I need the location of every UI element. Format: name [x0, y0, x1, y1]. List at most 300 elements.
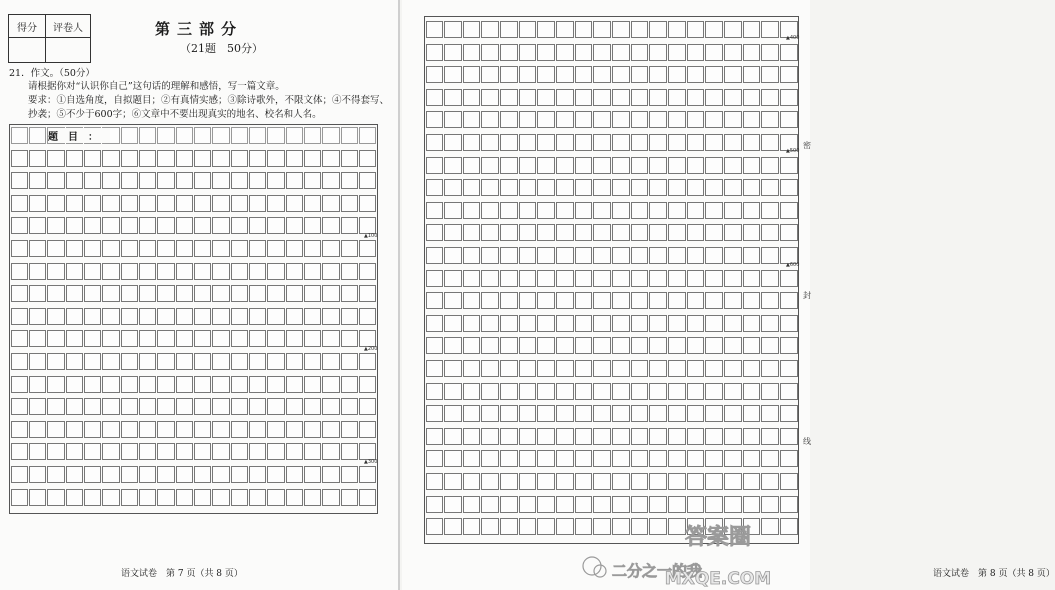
grid-cell[interactable]	[102, 376, 119, 393]
grid-cell[interactable]	[780, 428, 798, 445]
grid-cell[interactable]	[556, 21, 574, 38]
grid-cell[interactable]	[500, 337, 518, 354]
grid-cell[interactable]	[426, 360, 444, 377]
grid-cell[interactable]	[66, 172, 83, 189]
grid-cell[interactable]	[139, 285, 156, 302]
grid-cell[interactable]	[724, 383, 742, 400]
grid-cell[interactable]	[212, 421, 229, 438]
grid-cell[interactable]	[724, 270, 742, 287]
grid-cell[interactable]	[341, 489, 358, 506]
grid-cell[interactable]	[631, 89, 649, 106]
grid-cell[interactable]	[212, 353, 229, 370]
grid-cell[interactable]	[304, 443, 321, 460]
grid-cell[interactable]	[761, 21, 779, 38]
grid-cell[interactable]	[47, 150, 64, 167]
grid-cell[interactable]	[519, 66, 537, 83]
grid-cell[interactable]	[176, 443, 193, 460]
grid-cell[interactable]	[212, 330, 229, 347]
grid-cell[interactable]	[139, 489, 156, 506]
grid-cell[interactable]	[286, 466, 303, 483]
grid-cell[interactable]	[556, 247, 574, 264]
grid-cell[interactable]	[444, 247, 462, 264]
grid-cell[interactable]	[139, 172, 156, 189]
grid-cell[interactable]	[176, 240, 193, 257]
grid-cell[interactable]	[500, 405, 518, 422]
grid-cell[interactable]	[157, 285, 174, 302]
grid-cell[interactable]	[743, 179, 761, 196]
grid-cell[interactable]	[341, 443, 358, 460]
grid-cell[interactable]	[426, 383, 444, 400]
grid-cell[interactable]	[249, 330, 266, 347]
grid-cell[interactable]	[359, 240, 376, 257]
grid-cell[interactable]	[556, 315, 574, 332]
grid-cell[interactable]	[668, 21, 686, 38]
grid-cell[interactable]	[176, 172, 193, 189]
grid-cell[interactable]	[481, 179, 499, 196]
grid-cell[interactable]	[176, 398, 193, 415]
grid-cell[interactable]	[139, 376, 156, 393]
grid-cell[interactable]	[537, 428, 555, 445]
grid-cell[interactable]	[11, 330, 28, 347]
grid-cell[interactable]	[286, 421, 303, 438]
grid-cell[interactable]	[537, 315, 555, 332]
grid-cell[interactable]	[121, 330, 138, 347]
grid-cell[interactable]	[500, 179, 518, 196]
grid-cell[interactable]	[11, 195, 28, 212]
grid-cell[interactable]	[687, 157, 705, 174]
grid-cell[interactable]	[705, 179, 723, 196]
grid-cell[interactable]	[426, 496, 444, 513]
grid-cell[interactable]	[556, 157, 574, 174]
grid-cell[interactable]	[463, 337, 481, 354]
grid-cell[interactable]	[249, 353, 266, 370]
grid-cell[interactable]	[556, 337, 574, 354]
grid-cell[interactable]	[121, 398, 138, 415]
grid-cell[interactable]	[519, 157, 537, 174]
grid-cell[interactable]	[194, 263, 211, 280]
grid-cell[interactable]	[537, 450, 555, 467]
grid-cell[interactable]	[47, 376, 64, 393]
grid-cell[interactable]	[102, 150, 119, 167]
grid-cell[interactable]	[157, 353, 174, 370]
grid-cell[interactable]	[121, 195, 138, 212]
grid-cell[interactable]	[500, 360, 518, 377]
grid-cell[interactable]	[519, 292, 537, 309]
grid-cell[interactable]	[743, 270, 761, 287]
grid-cell[interactable]	[724, 224, 742, 241]
grid-cell[interactable]	[631, 202, 649, 219]
grid-cell[interactable]	[612, 224, 630, 241]
grid-cell[interactable]	[481, 111, 499, 128]
grid-cell[interactable]	[249, 398, 266, 415]
grid-cell[interactable]	[267, 489, 284, 506]
grid-cell[interactable]	[444, 450, 462, 467]
grid-cell[interactable]	[687, 66, 705, 83]
grid-cell[interactable]	[102, 172, 119, 189]
grid-cell[interactable]	[519, 179, 537, 196]
grid-cell[interactable]	[500, 202, 518, 219]
grid-cell[interactable]	[359, 308, 376, 325]
grid-cell[interactable]	[761, 179, 779, 196]
grid-cell[interactable]	[463, 450, 481, 467]
grid-cell[interactable]	[463, 179, 481, 196]
grid-cell[interactable]	[519, 247, 537, 264]
grid-cell[interactable]	[649, 111, 667, 128]
grid-cell[interactable]	[66, 466, 83, 483]
grid-cell[interactable]	[575, 202, 593, 219]
grid-cell[interactable]	[687, 247, 705, 264]
grid-cell[interactable]	[537, 518, 555, 535]
grid-cell[interactable]	[121, 353, 138, 370]
grid-cell[interactable]	[426, 292, 444, 309]
grid-cell[interactable]	[267, 398, 284, 415]
grid-cell[interactable]	[121, 127, 138, 144]
grid-cell[interactable]	[481, 337, 499, 354]
grid-cell[interactable]	[593, 111, 611, 128]
grid-cell[interactable]	[668, 134, 686, 151]
grid-cell[interactable]	[481, 224, 499, 241]
grid-cell[interactable]	[631, 405, 649, 422]
grid-cell[interactable]	[249, 466, 266, 483]
grid-cell[interactable]	[519, 450, 537, 467]
grid-cell[interactable]	[575, 405, 593, 422]
grid-cell[interactable]	[359, 353, 376, 370]
grid-cell[interactable]	[649, 247, 667, 264]
grid-cell[interactable]	[575, 315, 593, 332]
grid-cell[interactable]	[463, 473, 481, 490]
grid-cell[interactable]	[102, 217, 119, 234]
grid-cell[interactable]	[724, 21, 742, 38]
grid-cell[interactable]	[212, 489, 229, 506]
grid-cell[interactable]	[612, 473, 630, 490]
grid-cell[interactable]	[286, 353, 303, 370]
grid-cell[interactable]	[593, 428, 611, 445]
grid-cell[interactable]	[593, 44, 611, 61]
grid-cell[interactable]	[687, 383, 705, 400]
grid-cell[interactable]	[575, 292, 593, 309]
grid-cell[interactable]	[687, 270, 705, 287]
grid-cell[interactable]	[341, 421, 358, 438]
grid-cell[interactable]	[249, 195, 266, 212]
grid-cell[interactable]	[322, 127, 339, 144]
grid-cell[interactable]	[322, 195, 339, 212]
grid-cell[interactable]	[575, 450, 593, 467]
grid-cell[interactable]	[593, 224, 611, 241]
grid-cell[interactable]	[724, 337, 742, 354]
grid-cell[interactable]	[593, 450, 611, 467]
grid-cell[interactable]	[575, 157, 593, 174]
grid-cell[interactable]	[102, 489, 119, 506]
grid-cell[interactable]	[612, 66, 630, 83]
grid-cell[interactable]	[121, 443, 138, 460]
grid-cell[interactable]	[66, 353, 83, 370]
grid-cell[interactable]	[29, 308, 46, 325]
grid-cell[interactable]	[176, 285, 193, 302]
grid-cell[interactable]	[84, 285, 101, 302]
grid-cell[interactable]	[705, 157, 723, 174]
grid-cell[interactable]	[612, 428, 630, 445]
grid-cell[interactable]	[500, 44, 518, 61]
grid-cell[interactable]	[481, 44, 499, 61]
grid-cell[interactable]	[444, 292, 462, 309]
grid-cell[interactable]	[631, 292, 649, 309]
grid-cell[interactable]	[212, 150, 229, 167]
grid-cell[interactable]	[724, 66, 742, 83]
grid-cell[interactable]	[341, 330, 358, 347]
grid-cell[interactable]	[66, 195, 83, 212]
grid-cell[interactable]	[102, 398, 119, 415]
grid-cell[interactable]	[29, 376, 46, 393]
grid-cell[interactable]	[249, 376, 266, 393]
grid-cell[interactable]	[29, 466, 46, 483]
grid-cell[interactable]	[481, 66, 499, 83]
grid-cell[interactable]	[724, 450, 742, 467]
grid-cell[interactable]	[668, 473, 686, 490]
grid-cell[interactable]	[29, 195, 46, 212]
grid-cell[interactable]	[66, 330, 83, 347]
grid-cell[interactable]	[519, 337, 537, 354]
grid-cell[interactable]	[212, 172, 229, 189]
grid-cell[interactable]	[537, 360, 555, 377]
grid-cell[interactable]	[519, 89, 537, 106]
grid-cell[interactable]	[500, 473, 518, 490]
grid-cell[interactable]	[176, 421, 193, 438]
grid-cell[interactable]	[47, 330, 64, 347]
grid-cell[interactable]	[231, 353, 248, 370]
grid-cell[interactable]	[631, 111, 649, 128]
grid-cell[interactable]	[743, 496, 761, 513]
grid-cell[interactable]	[304, 398, 321, 415]
grid-cell[interactable]	[176, 263, 193, 280]
grid-cell[interactable]	[500, 111, 518, 128]
grid-cell[interactable]	[47, 308, 64, 325]
grid-cell[interactable]	[341, 353, 358, 370]
grid-cell[interactable]	[194, 330, 211, 347]
grid-cell[interactable]	[121, 376, 138, 393]
grid-cell[interactable]	[705, 66, 723, 83]
grid-cell[interactable]	[649, 360, 667, 377]
grid-cell[interactable]	[444, 405, 462, 422]
grid-cell[interactable]	[212, 376, 229, 393]
grid-cell[interactable]	[212, 263, 229, 280]
grid-cell[interactable]	[444, 134, 462, 151]
grid-cell[interactable]	[231, 466, 248, 483]
grid-cell[interactable]	[743, 157, 761, 174]
grid-cell[interactable]	[556, 292, 574, 309]
grid-cell[interactable]	[121, 489, 138, 506]
grid-cell[interactable]	[322, 353, 339, 370]
grid-cell[interactable]	[668, 315, 686, 332]
grid-cell[interactable]	[612, 337, 630, 354]
grid-cell[interactable]	[426, 473, 444, 490]
grid-cell[interactable]	[212, 127, 229, 144]
grid-cell[interactable]	[249, 443, 266, 460]
grid-cell[interactable]	[556, 270, 574, 287]
grid-cell[interactable]	[519, 134, 537, 151]
grid-cell[interactable]	[537, 270, 555, 287]
grid-cell[interactable]	[157, 443, 174, 460]
grid-cell[interactable]	[761, 496, 779, 513]
grid-cell[interactable]	[575, 224, 593, 241]
grid-cell[interactable]	[668, 247, 686, 264]
grid-cell[interactable]	[481, 450, 499, 467]
grid-cell[interactable]	[304, 240, 321, 257]
grid-cell[interactable]	[500, 21, 518, 38]
grid-cell[interactable]	[267, 150, 284, 167]
grid-cell[interactable]	[687, 224, 705, 241]
grid-cell[interactable]	[649, 89, 667, 106]
grid-cell[interactable]	[444, 315, 462, 332]
grid-cell[interactable]	[212, 443, 229, 460]
grid-cell[interactable]	[631, 496, 649, 513]
grid-cell[interactable]	[687, 496, 705, 513]
grid-cell[interactable]	[649, 21, 667, 38]
grid-cell[interactable]	[556, 89, 574, 106]
grid-cell[interactable]	[575, 270, 593, 287]
grid-cell[interactable]	[743, 134, 761, 151]
grid-cell[interactable]	[426, 518, 444, 535]
grid-cell[interactable]	[47, 217, 64, 234]
grid-cell[interactable]	[267, 353, 284, 370]
grid-cell[interactable]	[705, 292, 723, 309]
grid-cell[interactable]	[359, 376, 376, 393]
grid-cell[interactable]	[519, 111, 537, 128]
grid-cell[interactable]	[687, 21, 705, 38]
grid-cell[interactable]	[631, 337, 649, 354]
grid-cell[interactable]	[322, 398, 339, 415]
grid-cell[interactable]	[286, 285, 303, 302]
grid-cell[interactable]	[267, 263, 284, 280]
grid-cell[interactable]	[481, 315, 499, 332]
grid-cell[interactable]	[176, 489, 193, 506]
grid-cell[interactable]	[780, 157, 798, 174]
grader-cell[interactable]	[46, 38, 91, 63]
grid-cell[interactable]	[463, 496, 481, 513]
grid-cell[interactable]	[11, 127, 28, 144]
grid-cell[interactable]	[176, 195, 193, 212]
grid-cell[interactable]	[426, 405, 444, 422]
grid-cell[interactable]	[537, 383, 555, 400]
grid-cell[interactable]	[47, 195, 64, 212]
grid-cell[interactable]	[500, 518, 518, 535]
grid-cell[interactable]	[157, 466, 174, 483]
grid-cell[interactable]	[157, 240, 174, 257]
grid-cell[interactable]	[668, 44, 686, 61]
grid-cell[interactable]	[286, 376, 303, 393]
grid-cell[interactable]	[500, 428, 518, 445]
grid-cell[interactable]	[249, 421, 266, 438]
grid-cell[interactable]	[231, 421, 248, 438]
grid-cell[interactable]	[668, 202, 686, 219]
grid-cell[interactable]	[668, 405, 686, 422]
grid-cell[interactable]	[500, 270, 518, 287]
grid-cell[interactable]	[537, 179, 555, 196]
grid-cell[interactable]	[481, 89, 499, 106]
grid-cell[interactable]	[322, 489, 339, 506]
grid-cell[interactable]	[102, 443, 119, 460]
grid-cell[interactable]	[157, 263, 174, 280]
grid-cell[interactable]	[304, 172, 321, 189]
grid-cell[interactable]	[426, 315, 444, 332]
grid-cell[interactable]	[139, 308, 156, 325]
grid-cell[interactable]	[426, 44, 444, 61]
grid-cell[interactable]	[724, 111, 742, 128]
grid-cell[interactable]	[668, 224, 686, 241]
grid-cell[interactable]	[612, 450, 630, 467]
grid-cell[interactable]	[267, 217, 284, 234]
grid-cell[interactable]	[705, 428, 723, 445]
grid-cell[interactable]	[612, 405, 630, 422]
grid-cell[interactable]	[176, 376, 193, 393]
grid-cell[interactable]	[121, 263, 138, 280]
grid-cell[interactable]	[743, 473, 761, 490]
grid-cell[interactable]	[139, 353, 156, 370]
grid-cell[interactable]	[194, 217, 211, 234]
grid-cell[interactable]	[47, 398, 64, 415]
grid-cell[interactable]	[267, 421, 284, 438]
grid-cell[interactable]	[593, 202, 611, 219]
grid-cell[interactable]	[267, 443, 284, 460]
grid-cell[interactable]	[668, 337, 686, 354]
grid-cell[interactable]	[249, 217, 266, 234]
grid-cell[interactable]	[426, 66, 444, 83]
grid-cell[interactable]	[29, 353, 46, 370]
grid-cell[interactable]	[668, 383, 686, 400]
grid-cell[interactable]	[121, 308, 138, 325]
grid-cell[interactable]	[29, 127, 46, 144]
grid-cell[interactable]	[139, 127, 156, 144]
grid-cell[interactable]	[29, 330, 46, 347]
grid-cell[interactable]	[231, 398, 248, 415]
grid-cell[interactable]	[139, 217, 156, 234]
grid-cell[interactable]	[84, 263, 101, 280]
grid-cell[interactable]	[668, 157, 686, 174]
grid-cell[interactable]	[463, 270, 481, 287]
grid-cell[interactable]	[139, 443, 156, 460]
grid-cell[interactable]	[304, 127, 321, 144]
grid-cell[interactable]	[11, 443, 28, 460]
grid-cell[interactable]	[463, 405, 481, 422]
grid-cell[interactable]	[631, 21, 649, 38]
grid-cell[interactable]	[649, 473, 667, 490]
grid-cell[interactable]	[267, 330, 284, 347]
grid-cell[interactable]	[687, 473, 705, 490]
grid-cell[interactable]	[66, 217, 83, 234]
grid-cell[interactable]	[102, 353, 119, 370]
grid-cell[interactable]	[593, 179, 611, 196]
grid-cell[interactable]	[341, 376, 358, 393]
grid-cell[interactable]	[687, 111, 705, 128]
grid-cell[interactable]	[304, 353, 321, 370]
grid-cell[interactable]	[11, 398, 28, 415]
grid-cell[interactable]	[11, 285, 28, 302]
grid-cell[interactable]	[231, 150, 248, 167]
grid-cell[interactable]	[687, 89, 705, 106]
grid-cell[interactable]	[157, 150, 174, 167]
grid-cell[interactable]	[66, 489, 83, 506]
grid-cell[interactable]	[481, 473, 499, 490]
grid-cell[interactable]	[500, 134, 518, 151]
grid-cell[interactable]	[322, 240, 339, 257]
grid-cell[interactable]	[724, 247, 742, 264]
grid-cell[interactable]	[444, 202, 462, 219]
grid-cell[interactable]	[11, 150, 28, 167]
grid-cell[interactable]	[575, 89, 593, 106]
grid-cell[interactable]	[11, 466, 28, 483]
grid-cell[interactable]	[575, 44, 593, 61]
grid-cell[interactable]	[139, 330, 156, 347]
grid-cell[interactable]	[11, 172, 28, 189]
